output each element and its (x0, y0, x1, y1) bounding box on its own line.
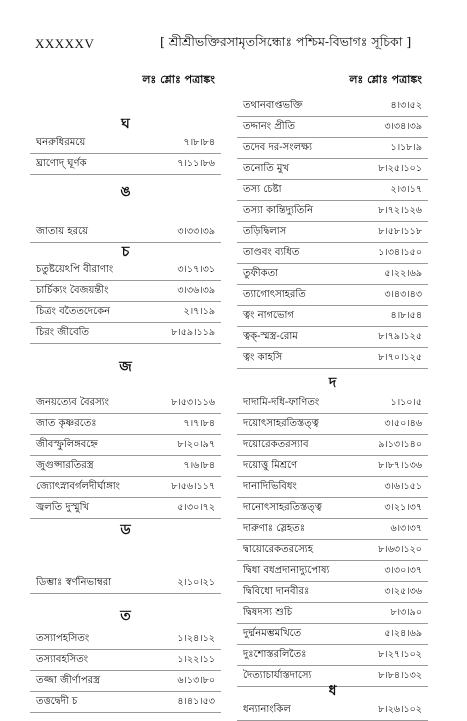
index-entry-reference: ৫।২২।৬৯ (384, 268, 422, 279)
index-entry-text: জ্যোৎস্নাবর্গলদীর্ঘাঙ্গাং (36, 481, 120, 492)
index-row (237, 96, 428, 117)
index-row (30, 629, 221, 650)
section-letter: ড (120, 522, 131, 538)
index-entry-text: তস্য চেষ্টা (243, 184, 282, 195)
section-letter: জ (119, 359, 132, 375)
index-entry-reference: ৩।৫০।৪৬ (384, 418, 422, 429)
index-row (237, 117, 428, 138)
section-letter: ত (120, 608, 131, 624)
index-row (237, 561, 428, 582)
index-entry-text: তড়িদ্বিলাস (243, 226, 287, 237)
index-row (237, 414, 428, 435)
section-letter: ঙ (120, 184, 131, 200)
index-entry-text: দানাদিভিবিধং (243, 481, 297, 492)
index-row (30, 414, 221, 435)
index-entry-reference: ৬।৩।৩৭ (390, 523, 422, 534)
index-entry-reference: ৩।৩০।৩৭ (384, 565, 422, 576)
index-entry-reference: ১।১৮।৯ (390, 142, 422, 153)
index-entry-text: জনয়ত্যেব বৈরস্যং (36, 397, 109, 408)
index-entry-text: তনোতি মুখ (243, 163, 290, 174)
index-row (237, 645, 428, 666)
index-entry-reference: ৪।৮।৫৪ (390, 310, 422, 321)
index-entry-reference: ৩।২১।৩৭ (384, 502, 422, 513)
index-row (237, 264, 428, 285)
index-entry-reference: ১।১০।৫ (390, 397, 422, 408)
section-letter: দ (328, 375, 337, 391)
index-entry-text: তাণ্ডবং ব্যধিত (243, 247, 300, 258)
index-entry-text: তত্তদ্বেদী চ (36, 696, 78, 707)
index-entry-reference: ৮।৩।৯০ (390, 607, 422, 618)
index-entry-text: দুঃশোস্তরলিতৈঃ (243, 649, 307, 660)
index-entry-reference: ৩।৬।১৫১ (384, 481, 422, 492)
index-row (30, 154, 221, 175)
index-entry-text: তথানবাপ্তভক্তি (243, 100, 303, 111)
page-number: XXXXXV (35, 36, 95, 51)
index-row (30, 456, 221, 477)
index-entry-reference: ৩।১৭।৩১ (177, 264, 215, 275)
index-entry-reference: ৮।২৫।১০১ (378, 163, 422, 174)
index-entry-reference: ১।৩৪।১৫০ (378, 247, 422, 258)
index-entry-reference: ৩।৩৪।৩৯ (384, 121, 422, 132)
index-entry-text: তদেব দর-সংলক্ষ্য (243, 142, 313, 153)
index-entry-text: জ্বলতি দুস্মুখি (36, 502, 90, 513)
index-entry-text: চিত্রং বতৈতদেকেন (36, 306, 111, 317)
index-row (30, 323, 221, 344)
index-entry-reference: ১।২৪।১২ (177, 633, 215, 644)
page-title: [ শ্রীশ্রীভক্তিরসামৃতসিন্ধোঃ পশ্চিম-বিভাগঃ সূচিকা ] (160, 34, 412, 49)
index-entry-text: দ্বায়োরেকতরস্যেহ (243, 544, 313, 555)
index-entry-text: দ্বিবিধো দানবীরঃ (243, 586, 310, 597)
index-row (237, 348, 428, 369)
index-entry-text: ঘনরুধিরময়ে (36, 137, 86, 148)
index-entry-text: দাদামি-দধি-ফাণিতং (243, 397, 320, 408)
index-entry-reference: ৭।৬।৮৪ (183, 460, 215, 471)
index-entry-reference: ৮।৭২।১২৬ (378, 205, 422, 216)
index-row (237, 435, 428, 456)
index-row (237, 159, 428, 180)
index-row (237, 582, 428, 603)
index-entry-text: ত্বং কাহসি (243, 352, 283, 363)
index-entry-reference: ২।৩।১৭ (390, 184, 422, 195)
index-row (237, 393, 428, 414)
index-row (30, 260, 221, 281)
index-entry-text: ত্বং নাগভোগ (243, 310, 294, 321)
index-entry-reference: ৫।৩০।৭২ (177, 502, 215, 513)
index-row (30, 477, 221, 498)
index-entry-text: জীবস্ফুলিঙ্গবহ্নে (36, 439, 98, 450)
index-entry-reference: ৬।১৩।৮০ (177, 675, 215, 686)
index-entry-text: তজ্জা জীর্ণাপরস্ত্র (36, 675, 100, 686)
index-entry-text: দানোৎসাহরতিস্তত্ত্ব (243, 502, 322, 513)
index-entry-text: দুর্দ্মনমম্ভমখিতে (243, 628, 302, 639)
index-entry-reference: ২।৭।১৯ (183, 306, 215, 317)
section-letter: চ (121, 244, 130, 260)
index-entry-reference: ৩।৩৬।৩৯ (177, 285, 215, 296)
index-entry-reference: ৮।৭০।১২৫ (378, 352, 422, 363)
index-entry-reference: ৩।২৫।৩৬ (384, 586, 422, 597)
index-row (30, 692, 221, 713)
index-entry-text: তস্যাপহসিতং (36, 633, 90, 644)
index-row (30, 573, 221, 594)
index-row (30, 435, 221, 456)
index-entry-reference: ৯।১৩।১৪০ (378, 439, 422, 450)
index-entry-reference: ২।১০।২১ (177, 577, 215, 588)
index-row (237, 306, 428, 327)
index-row (30, 302, 221, 323)
index-entry-reference: ৫।২৪।৬৯ (384, 628, 422, 639)
index-row (237, 327, 428, 348)
index-entry-reference: ৮।৮৪।১৩২ (378, 670, 422, 681)
index-entry-text: ডিম্ভাঃ স্বর্ণনিভাম্বরা (36, 577, 112, 588)
index-entry-reference: ৩।৪৩।৪৩ (384, 289, 422, 300)
index-entry-reference: ৮।২৭।১০২ (378, 649, 422, 660)
index-entry-text: তুফীকতা (243, 268, 279, 279)
section-letter: ঘ (121, 116, 130, 132)
index-row (237, 201, 428, 222)
index-row (30, 133, 221, 154)
index-entry-reference: ৮।২০।৯৭ (177, 439, 215, 450)
index-row (237, 477, 428, 498)
index-entry-reference: ৪।৪১।৫৩ (177, 696, 215, 707)
index-entry-text: দয়োরেকতরস্যাব (243, 439, 309, 450)
index-entry-text: জুগুপ্সারতিরস্ত্র (36, 460, 94, 471)
index-entry-reference: ৮।৫৮।১১৮ (378, 226, 422, 237)
index-entry-reference: ৪।৩।৫২ (390, 100, 422, 111)
index-entry-text: জাতায় হরয়ে (36, 226, 88, 237)
index-entry-text: তস্যা কান্তিদ্যুতিনি (243, 205, 314, 216)
index-row (30, 498, 221, 519)
index-entry-reference: ৭।৭।৮৪ (183, 418, 215, 429)
index-row (30, 281, 221, 302)
index-entry-text: দয়োত্তু মিশ্রণে (243, 460, 298, 471)
index-entry-text: চার্চিক্যং বৈজয়ন্তীং (36, 285, 109, 296)
index-row (237, 285, 428, 306)
index-entry-text: দ্বিষদস্য শুচি (243, 607, 293, 618)
section-letter: ধ (328, 683, 337, 699)
index-entry-reference: ৮।৬৩।১২০ (378, 544, 422, 555)
index-row (237, 180, 428, 201)
index-entry-reference: ৮।৫৯।১১৯ (171, 327, 215, 338)
index-row (237, 456, 428, 477)
index-entry-reference: ৮।২৬।১০২ (378, 704, 422, 715)
index-row (30, 393, 221, 414)
index-row (237, 519, 428, 540)
index-entry-reference: ১।২২।১১ (177, 654, 215, 665)
index-entry-reference: ৮।৫৩।১১৬ (171, 397, 215, 408)
index-row (237, 624, 428, 645)
index-entry-reference: ৮।৮৭।১৩৬ (378, 460, 422, 471)
index-entry-text: ধন্যানাংকিল (243, 704, 291, 715)
index-entry-text: ঘ্রাণোদ্ ঘূর্ণক (36, 158, 87, 169)
index-row (30, 650, 221, 671)
index-entry-text: দারুণাঃ স্লেহতঃ (243, 523, 306, 534)
index-entry-text: ত্বক্-স্মস্ত্র-রোম (243, 331, 298, 342)
left-column-header: লঃ শ্লোঃ পত্রাঙ্কং (142, 73, 215, 86)
index-row (237, 243, 428, 264)
index-entry-text: জাত কৃষ্ণরতেঃ (36, 418, 97, 429)
index-entry-text: দ্বিধা বধপ্রদানাদ্যুপোষ্য (243, 565, 330, 576)
index-row (237, 540, 428, 561)
index-entry-reference: ৭।৮।৮৪ (183, 137, 215, 148)
index-entry-text: চতুষ্টয়েঽপি বীরাণাং (36, 264, 114, 275)
index-entry-reference: ৮।৫৬।১১৭ (171, 481, 215, 492)
index-row (237, 603, 428, 624)
index-entry-text: দৈত্যাচার্যাস্তদাস্যে (243, 670, 312, 681)
index-entry-reference: ৮।৭৯।১২৫ (378, 331, 422, 342)
index-row (237, 498, 428, 519)
index-row (30, 671, 221, 692)
index-entry-text: তদ্দানং প্রীতি (243, 121, 295, 132)
index-entry-reference: ৩।৩৩।৩৯ (177, 226, 215, 237)
index-row (237, 222, 428, 243)
index-row (237, 700, 428, 721)
index-row (237, 138, 428, 159)
right-column-header: লঃ শ্লোঃ পত্রাঙ্কং (349, 73, 422, 86)
index-entry-text: দয়োৎসাহরতিস্তত্ত্ব (243, 418, 319, 429)
index-entry-reference: ৭।১১।৮৬ (177, 158, 215, 169)
index-entry-text: চিরং জীবেতি (36, 327, 89, 338)
index-entry-text: তস্যাবহসিতং (36, 654, 89, 665)
index-entry-text: ত্যাগোৎসাহরতি (243, 289, 306, 300)
